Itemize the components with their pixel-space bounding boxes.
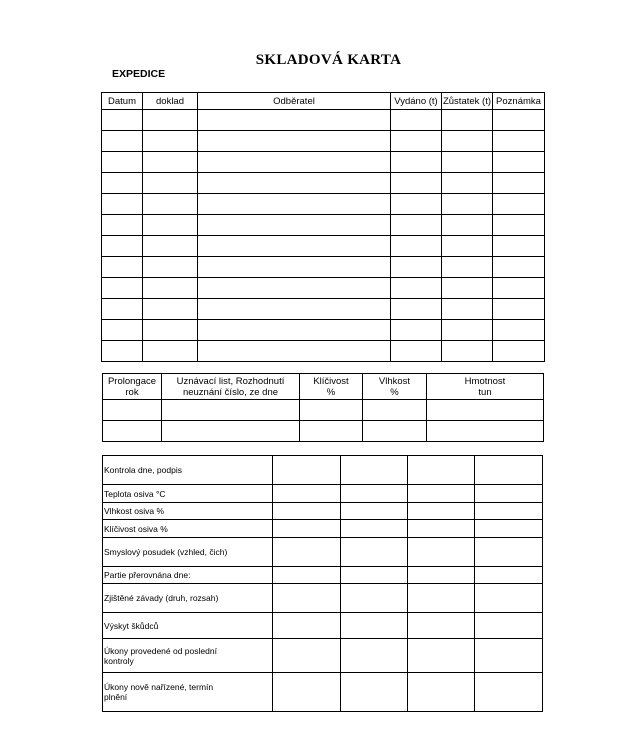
column-header-odberatel: Odběratel: [198, 93, 391, 110]
table-row: [102, 236, 545, 257]
table-row: [102, 341, 545, 362]
table-cell[interactable]: [102, 299, 143, 320]
table-cell[interactable]: [391, 236, 442, 257]
table-cell[interactable]: [198, 152, 391, 173]
control-row-label: Výskyt škůdců: [103, 613, 273, 639]
table-cell[interactable]: [442, 257, 493, 278]
prolongation-header-row: [103, 374, 544, 400]
table-cell[interactable]: [475, 567, 543, 584]
table-cell[interactable]: [198, 257, 391, 278]
table-cell[interactable]: [198, 278, 391, 299]
table-cell[interactable]: [198, 215, 391, 236]
table-cell[interactable]: [475, 456, 543, 485]
control-table: [102, 455, 543, 712]
control-row-label: Partie přerovnána dne:: [103, 567, 273, 584]
table-cell[interactable]: [103, 421, 162, 442]
column-header-vlhkost: Vlhkost %: [363, 374, 427, 400]
table-cell[interactable]: [341, 567, 408, 584]
table-row: [102, 320, 545, 341]
table-cell[interactable]: [102, 278, 143, 299]
table-cell[interactable]: [198, 320, 391, 341]
table-cell[interactable]: [427, 400, 544, 421]
table-cell[interactable]: [408, 584, 475, 613]
table-cell[interactable]: [442, 173, 493, 194]
table-cell[interactable]: [475, 485, 543, 503]
table-row: [102, 152, 545, 173]
table-cell[interactable]: [391, 131, 442, 152]
table-row: [102, 215, 545, 236]
table-cell[interactable]: [408, 485, 475, 503]
table-cell[interactable]: [408, 567, 475, 584]
table-cell[interactable]: [493, 131, 545, 152]
control-row: [103, 567, 543, 584]
table-cell[interactable]: [442, 236, 493, 257]
table-cell[interactable]: [341, 485, 408, 503]
table-cell[interactable]: [341, 639, 408, 673]
table-cell[interactable]: [408, 503, 475, 520]
table-cell[interactable]: [143, 194, 198, 215]
table-cell[interactable]: [341, 456, 408, 485]
table-cell[interactable]: [493, 194, 545, 215]
table-cell[interactable]: [341, 520, 408, 538]
table-cell[interactable]: [408, 538, 475, 567]
dispatch-header-row: [102, 93, 545, 110]
table-cell[interactable]: [198, 341, 391, 362]
table-cell[interactable]: [442, 110, 493, 131]
table-cell[interactable]: [143, 278, 198, 299]
table-cell[interactable]: [408, 613, 475, 639]
table-cell[interactable]: [475, 639, 543, 673]
column-header-datum: Datum: [102, 93, 143, 110]
table-row: [103, 421, 544, 442]
table-cell[interactable]: [341, 613, 408, 639]
table-cell[interactable]: [475, 673, 543, 712]
table-cell[interactable]: [391, 110, 442, 131]
control-row-label: Smyslový posudek (vzhled, čich): [103, 538, 273, 567]
table-cell[interactable]: [198, 110, 391, 131]
control-row: [103, 520, 543, 538]
table-cell[interactable]: [408, 639, 475, 673]
control-row-label: Kontrola dne, podpis: [103, 456, 273, 485]
table-cell[interactable]: [363, 400, 427, 421]
table-cell[interactable]: [341, 584, 408, 613]
table-cell[interactable]: [493, 110, 545, 131]
table-cell[interactable]: [273, 639, 341, 673]
control-row: [103, 456, 543, 485]
table-cell[interactable]: [475, 584, 543, 613]
table-cell[interactable]: [143, 236, 198, 257]
table-cell[interactable]: [143, 215, 198, 236]
table-cell[interactable]: [300, 421, 363, 442]
control-row: [103, 485, 543, 503]
table-cell[interactable]: [391, 257, 442, 278]
table-cell[interactable]: [493, 299, 545, 320]
table-cell[interactable]: [442, 278, 493, 299]
table-cell[interactable]: [475, 613, 543, 639]
table-cell[interactable]: [102, 110, 143, 131]
table-cell[interactable]: [363, 421, 427, 442]
table-cell[interactable]: [442, 194, 493, 215]
table-cell[interactable]: [493, 173, 545, 194]
control-row: [103, 503, 543, 520]
table-cell[interactable]: [391, 215, 442, 236]
table-cell[interactable]: [273, 673, 341, 712]
table-cell[interactable]: [102, 215, 143, 236]
column-header-klicivost: Klíčivost %: [300, 374, 363, 400]
table-row: [102, 131, 545, 152]
table-cell[interactable]: [143, 173, 198, 194]
table-cell[interactable]: [391, 278, 442, 299]
control-row: [103, 673, 543, 712]
table-row: [102, 278, 545, 299]
dispatch-table: [101, 92, 545, 362]
table-cell[interactable]: [143, 257, 198, 278]
table-cell[interactable]: [493, 215, 545, 236]
table-cell[interactable]: [427, 421, 544, 442]
control-row: [103, 613, 543, 639]
table-cell[interactable]: [198, 299, 391, 320]
table-cell[interactable]: [273, 613, 341, 639]
table-cell[interactable]: [273, 485, 341, 503]
table-row: [102, 194, 545, 215]
column-header-zustatek: Zůstatek (t): [442, 93, 493, 110]
table-cell[interactable]: [103, 400, 162, 421]
table-cell[interactable]: [475, 538, 543, 567]
table-cell[interactable]: [198, 131, 391, 152]
table-cell[interactable]: [300, 400, 363, 421]
table-cell[interactable]: [341, 503, 408, 520]
table-cell[interactable]: [408, 456, 475, 485]
table-row: [102, 110, 545, 131]
table-cell[interactable]: [143, 299, 198, 320]
table-cell[interactable]: [475, 520, 543, 538]
table-cell[interactable]: [493, 257, 545, 278]
control-row-label: Vlhkost osiva %: [103, 503, 273, 520]
table-cell[interactable]: [198, 236, 391, 257]
control-row-label: Teplota osiva °C: [103, 485, 273, 503]
table-cell[interactable]: [273, 520, 341, 538]
table-cell[interactable]: [493, 236, 545, 257]
table-cell[interactable]: [408, 673, 475, 712]
column-header-poznamka: Poznámka: [493, 93, 545, 110]
table-cell[interactable]: [391, 320, 442, 341]
column-header-hmotnost: Hmotnost tun: [427, 374, 544, 400]
prolongation-table: [102, 373, 544, 442]
table-cell[interactable]: [341, 538, 408, 567]
table-cell[interactable]: [102, 320, 143, 341]
table-cell[interactable]: [198, 173, 391, 194]
section-label-expedice: EXPEDICE: [112, 68, 166, 80]
control-row-label: Úkony provedené od poslední kontroly: [103, 639, 273, 673]
table-cell[interactable]: [102, 194, 143, 215]
table-cell[interactable]: [162, 421, 300, 442]
control-row: [103, 538, 543, 567]
table-cell[interactable]: [391, 299, 442, 320]
table-cell[interactable]: [143, 131, 198, 152]
table-cell[interactable]: [198, 194, 391, 215]
table-cell[interactable]: [273, 538, 341, 567]
table-cell[interactable]: [475, 503, 543, 520]
table-row: [102, 257, 545, 278]
control-row: [103, 639, 543, 673]
table-cell[interactable]: [102, 341, 143, 362]
table-cell[interactable]: [143, 320, 198, 341]
table-cell[interactable]: [143, 341, 198, 362]
table-cell[interactable]: [102, 257, 143, 278]
table-cell[interactable]: [391, 152, 442, 173]
table-row: [103, 400, 544, 421]
table-cell[interactable]: [442, 299, 493, 320]
column-header-doklad: doklad: [143, 93, 198, 110]
table-cell[interactable]: [102, 131, 143, 152]
table-row: [102, 173, 545, 194]
column-header-prolongace: Prolongace rok: [103, 374, 162, 400]
table-cell[interactable]: [273, 567, 341, 584]
table-cell[interactable]: [102, 173, 143, 194]
column-header-uznavaci-list: Uznávací list, Rozhodnutí neuznání číslo, ze dne: [162, 374, 300, 400]
table-cell[interactable]: [273, 503, 341, 520]
table-cell[interactable]: [143, 110, 198, 131]
table-cell[interactable]: [493, 152, 545, 173]
table-cell[interactable]: [273, 584, 341, 613]
control-row-label: Zjištěné závady (druh, rozsah): [103, 584, 273, 613]
table-row: [102, 299, 545, 320]
control-row-label: Úkony nově nařízené, termín plnění: [103, 673, 273, 712]
table-cell[interactable]: [162, 400, 300, 421]
page-title: SKLADOVÁ KARTA: [255, 52, 402, 68]
table-cell[interactable]: [102, 236, 143, 257]
table-cell[interactable]: [408, 520, 475, 538]
table-cell[interactable]: [143, 152, 198, 173]
column-header-vydano: Vydáno (t): [391, 93, 442, 110]
table-cell[interactable]: [442, 215, 493, 236]
table-cell[interactable]: [442, 320, 493, 341]
table-cell[interactable]: [391, 173, 442, 194]
table-cell[interactable]: [102, 152, 143, 173]
table-cell[interactable]: [391, 194, 442, 215]
table-cell[interactable]: [442, 152, 493, 173]
table-cell[interactable]: [493, 278, 545, 299]
table-cell[interactable]: [273, 456, 341, 485]
table-cell[interactable]: [442, 341, 493, 362]
control-row: [103, 584, 543, 613]
table-cell[interactable]: [341, 673, 408, 712]
table-cell[interactable]: [442, 131, 493, 152]
control-row-label: Klíčivost osiva %: [103, 520, 273, 538]
table-cell[interactable]: [493, 341, 545, 362]
table-cell[interactable]: [493, 320, 545, 341]
table-cell[interactable]: [391, 341, 442, 362]
